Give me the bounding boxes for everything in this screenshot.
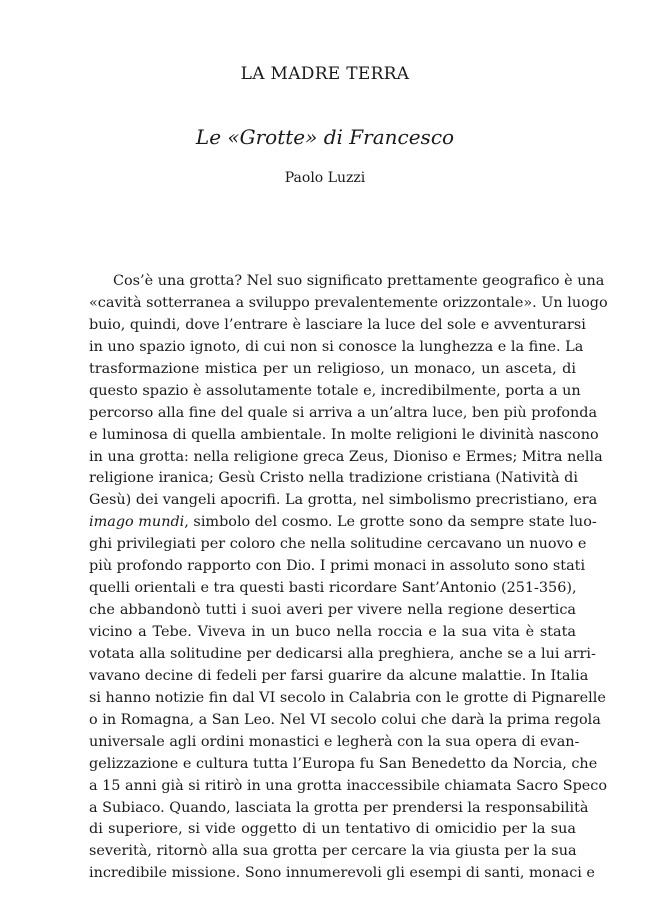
text-line: gelizzazione e cultura tutta l’Europa fu San Benedetto da Norcia, che [89,755,598,772]
text-line [89,512,597,534]
text-line: a 15 anni già si ritirò in una grotta inaccessibile chiamata Sacro Speco [89,777,608,794]
text-line: si hanno notizie fin dal VI secolo in Calabria con le grotte di Pignarelle [89,689,606,706]
text-line: in una grotta: nella religione greca Zeus, Dioniso e Ermes; Mitra nella [89,448,603,465]
text-line: ghi privilegiati per coloro che nella solitudine cercavano un nuovo e [89,536,587,553]
text-line: questo spazio è assolutamente totale e, incredibilmente, porta a un [89,382,581,399]
text-line: quelli orientali e tra questi basti ricordare Sant’Antonio (251-356), [89,580,577,597]
text-line: percorso alla fine del quale si arriva a un’altra luce, ben più profonda [89,404,598,421]
text-line: «cavità sotterranea a sviluppo prevalentemente orizzontale». Un luogo [89,294,608,311]
text-line: più profondo rapporto con Dio. I primi monaci in assoluto sono stati [89,558,586,575]
text-line: Cos’è una grotta? Nel suo significato prettamente geografico è una [113,273,605,289]
text-line: a Subiaco. Quando, lasciata la grotta per prendersi la responsabilità [89,799,589,816]
text-line: di superiore, si vide oggetto di un tentativo di omicidio per la sua [89,821,576,838]
latin-phrase: imago mundi [89,514,185,531]
text-line: che abbandonò tutti i suoi averi per vivere nella regione desertica [89,602,576,619]
section-title: LA MADRE TERRA [240,64,410,84]
text-line: vicino a Tebe. Viveva in un buco nella roccia e la sua vita è stata [89,624,576,640]
text-line: buio, quindi, dove l’entrare è lasciare la luce del sole e avventurarsi [89,316,586,333]
text-line: incredibile missione. Sono innumerevoli gli esempi di santi, monaci e [89,865,595,882]
text-line: e luminosa di quella ambientale. In molte religioni le divinità nascono [89,426,599,443]
text-line: religione iranica; Gesù Cristo nella tradizione cristiana (Natività di [89,470,578,487]
text-line: in uno spazio ignoto, di cui non si conosce la lunghezza e la fine. La [89,338,584,355]
text-line: vavano decine di fedeli per farsi guarire da alcune malattie. In Italia [89,667,589,684]
text-line: Gesù) dei vangeli apocrifi. La grotta, nel simbolismo precristiano, era [89,492,598,509]
text-line: o in Romagna, a San Leo. Nel VI secolo colui che darà la prima regola [89,711,601,728]
text-line: votata alla solitudine per dedicarsi alla preghiera, anche se a lui arri- [89,645,596,662]
text-fragment: , simbolo del cosmo. Le grotte sono da sempre state luo- [184,514,597,531]
text-line: universale agli ordini monastici e legherà con la sua opera di evan- [89,733,580,750]
text-line: severità, ritornò alla sua grotta per cercare la via giusta per la sua [89,843,577,860]
author-name: Paolo Luzzi [284,170,366,186]
article-body [89,271,608,885]
text-line: trasformazione mistica per un religioso, un monaco, un asceta, di [89,360,576,377]
article-title: Le «Grotte» di Francesco [195,125,455,149]
